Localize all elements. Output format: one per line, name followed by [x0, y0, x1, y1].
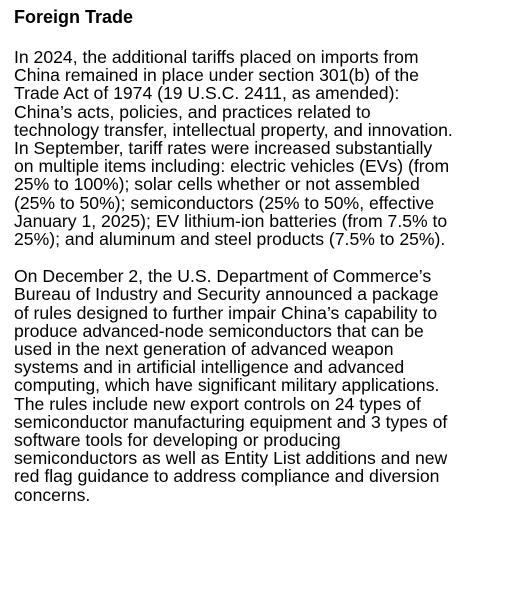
paragraph-line: on multiple items including: electric vehicles (EVs) (from	[14, 156, 450, 177]
paragraph-line: computing, which have significant military applications.	[14, 375, 440, 396]
paragraph-line: China’s acts, policies, and practices related to	[14, 101, 371, 122]
paragraph-line: semiconductor manufacturing equipment and 3 types of	[14, 411, 448, 432]
section-heading: Foreign Trade	[14, 7, 134, 27]
paragraph-line: software tools for developing or producing	[14, 430, 341, 451]
paragraph-line: produce advanced-node semiconductors that can be	[14, 320, 424, 341]
paragraph-spacer	[14, 248, 506, 267]
paragraph-line: January 1, 2025); EV lithium-ion batteries (from 7.5% to	[14, 210, 448, 231]
paragraph-line: technology transfer, intellectual property, and innovation.	[14, 119, 453, 140]
paragraph-line: (25% to 50%); semiconductors (25% to 50%, effective	[14, 192, 435, 213]
paragraph-line: concerns.	[14, 484, 91, 505]
paragraph-line: 25%); and aluminum and steel products (7.5% to 25%).	[14, 229, 446, 250]
paragraph-line: In September, tariff rates were increased substantially	[14, 138, 433, 159]
paragraph-tariffs	[14, 48, 506, 248]
paragraph-line: In 2024, the additional tariffs placed on imports from	[14, 47, 419, 67]
paragraph-line: 25% to 100%); solar cells whether or not assembled	[14, 174, 420, 195]
paragraph-line: Bureau of Industry and Security announced a package	[14, 284, 439, 305]
paragraph-line: of rules designed to further impair China’s capability to	[14, 302, 438, 323]
paragraph-line: On December 2, the U.S. Department of Commerce’s	[14, 266, 432, 287]
paragraph-line: used in the next generation of advanced weapon	[14, 339, 394, 360]
paragraph-export-controls	[14, 267, 506, 504]
paragraph-line: China remained in place under section 301(b) of the	[14, 65, 419, 86]
paragraph-line: red flag guidance to address compliance and diversion	[14, 466, 440, 487]
paragraph-line: systems and in artificial intelligence and advanced	[14, 357, 405, 378]
document-page	[14, 6, 506, 504]
paragraph-line: The rules include new export controls on 24 types of	[14, 393, 421, 414]
paragraph-line: Trade Act of 1974 (19 U.S.C. 2411, as amended):	[14, 83, 400, 104]
paragraph-line: semiconductors as well as Entity List additions and new	[14, 448, 448, 469]
